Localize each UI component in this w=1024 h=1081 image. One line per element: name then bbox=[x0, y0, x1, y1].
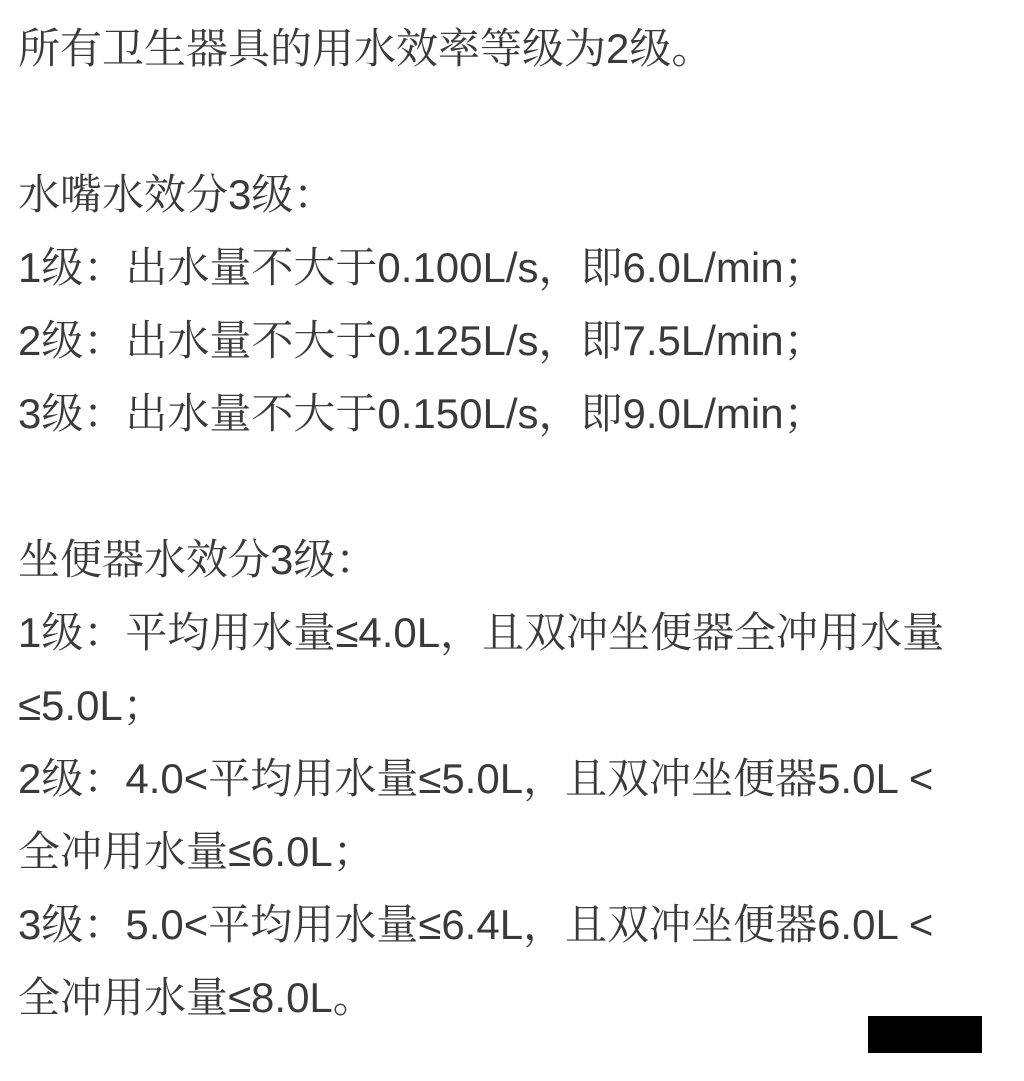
toilet-grade-2-line-2: 全冲用水量≤6.0L； bbox=[18, 828, 375, 875]
overall-grade-statement: 所有卫生器具的用水效率等级为2级。 bbox=[18, 25, 714, 72]
paragraph-overall-grade bbox=[18, 12, 1016, 85]
toilet-grade-1-line-1: 1级：平均用水量≤4.0L，且双冲坐便器全冲用水量 bbox=[18, 609, 945, 656]
toilet-grade-3-line-2: 全冲用水量≤8.0L。 bbox=[18, 974, 375, 1021]
faucet-grade-1-line: 1级：出水量不大于0.100L/s，即6.0L/min； bbox=[18, 244, 826, 291]
faucet-section-heading: 水嘴水效分3级： bbox=[18, 171, 336, 218]
paragraph-toilet-efficiency bbox=[18, 523, 1016, 1034]
article-text bbox=[18, 12, 1016, 1034]
faucet-grade-3-line: 3级：出水量不大于0.150L/s，即9.0L/min； bbox=[18, 390, 826, 437]
faucet-grade-2-line: 2级：出水量不大于0.125L/s，即7.5L/min； bbox=[18, 317, 826, 364]
toilet-grade-2-line-1: 2级：4.0<平均用水量≤5.0L，且双冲坐便器5.0L < bbox=[18, 755, 934, 802]
toilet-grade-3-line-1: 3级：5.0<平均用水量≤6.4L，且双冲坐便器6.0L < bbox=[18, 901, 934, 948]
paragraph-faucet-efficiency bbox=[18, 158, 1016, 450]
toilet-section-heading: 坐便器水效分3级： bbox=[18, 536, 378, 583]
toilet-grade-1-line-2: ≤5.0L； bbox=[18, 682, 165, 729]
redaction-box bbox=[868, 1016, 982, 1053]
